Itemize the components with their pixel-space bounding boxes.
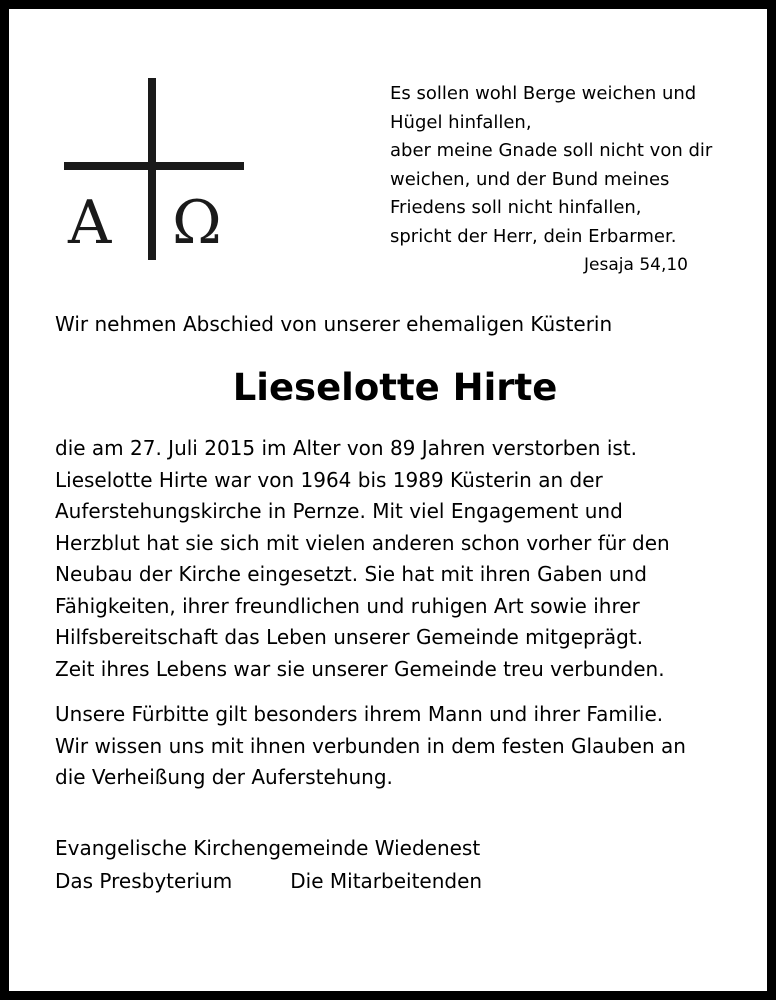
body-line: Unsere Fürbitte gilt besonders ihrem Mann und ihrer Familie. [55,702,664,726]
verse-line: spricht der Herr, dein Erbarmer. [390,225,677,247]
deceased-name: Lieselotte Hirte [232,366,558,409]
body-line: Fähigkeiten, ihrer freundlichen und ruhigen Art sowie ihrer [55,593,640,618]
obituary-body [55,433,755,794]
body-line: Auferstehungskirche in Pernze. Mit viel Engagement und [55,499,623,523]
verse-line: weichen, und der Bund meines [390,168,670,190]
verse-line: Es sollen wohl Berge weichen und [390,83,697,104]
body-line: die Verheißung der Auferstehung. [55,765,393,789]
body-line: die am 27. Juli 2015 im Alter von 89 Jahren verstorben ist. [55,436,637,460]
verse-line: Friedens soll nicht hinfallen, [390,197,642,218]
paragraph-gap [55,685,755,699]
signature-organization: Evangelische Kirchengemeinde Wiedenest [55,836,481,860]
body-line: Hilfsbereitschaft das Leben unserer Gemeinde mitgeprägt. [55,625,644,649]
alpha-symbol: A [68,188,112,258]
verse-line: Hügel hinfallen, [390,111,532,133]
cross-alpha-omega-emblem [60,78,246,262]
omega-symbol: Ω [172,188,222,258]
body-line: Wir wissen uns mit ihnen verbunden in dem festen Glauben an [55,733,686,758]
signature-block [55,832,482,898]
body-line: Herzblut hat sie sich mit vielen anderen schon vorher für den [55,530,670,555]
cross-icon-horizontal-bar [64,162,244,170]
bible-verse [390,80,750,280]
signature-staff: Die Mitarbeitenden [290,869,483,893]
body-line: Neubau der Kirche eingesetzt. Sie hat mit ihren Gaben und [55,562,647,586]
body-line: Lieselotte Hirte war von 1964 bis 1989 Küsterin an der [55,467,603,492]
verse-line: aber meine Gnade soll nicht von dir [390,140,713,161]
body-line: Zeit ihres Lebens war sie unserer Gemeinde treu verbunden. [55,656,665,681]
signature-presbyterium: Das Presbyterium [55,869,233,893]
intro-text: Wir nehmen Abschied von unserer ehemaligen Küsterin [55,312,613,336]
signature-groups [55,865,482,898]
verse-reference: Jesaja 54,10 [584,255,688,275]
